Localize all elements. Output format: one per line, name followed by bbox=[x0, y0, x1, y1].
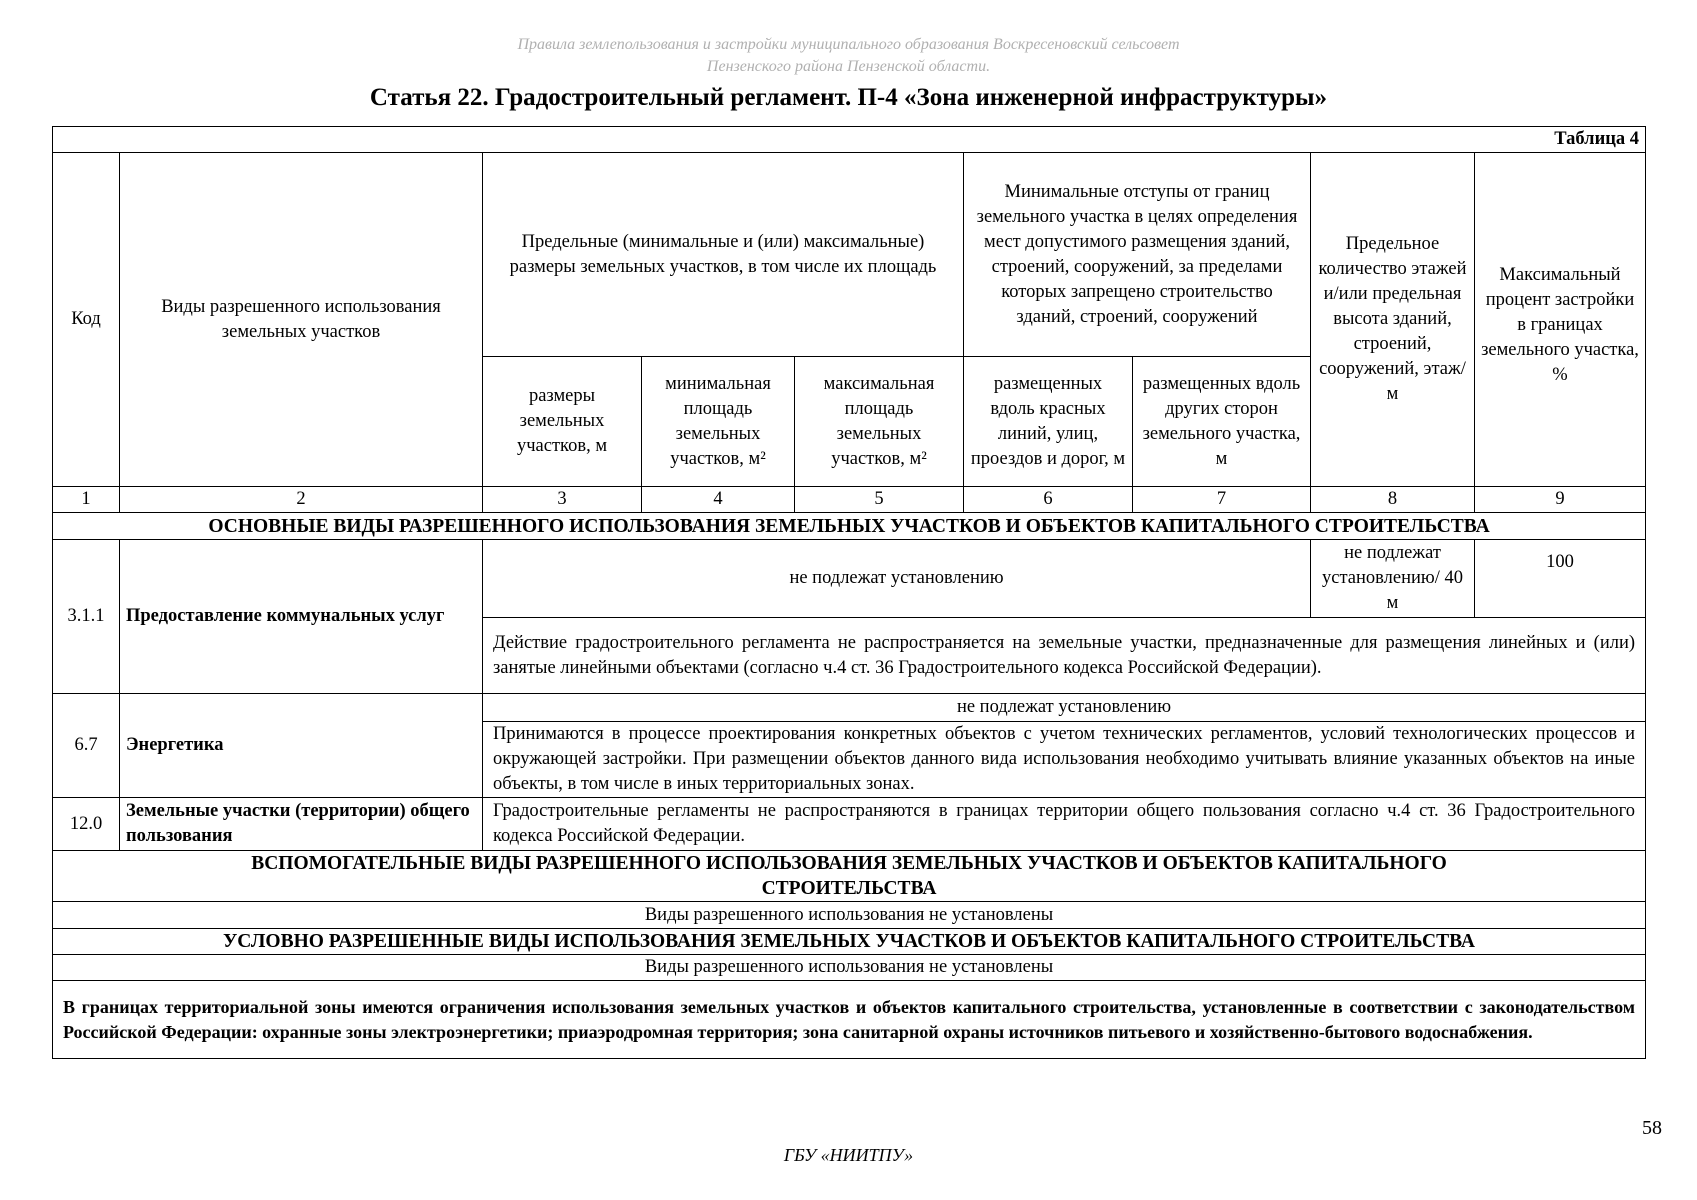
header-types: Виды разрешенного использования земельных участков bbox=[120, 153, 483, 487]
header-sub3: размеры земельных участков, м bbox=[483, 357, 642, 487]
section-aux: ВСПОМОГАТЕЛЬНЫЕ ВИДЫ РАЗРЕШЕННОГО ИСПОЛЬЗОВАНИЯ ЗЕМЕЛЬНЫХ УЧАСТКОВ И ОБЪЕКТОВ КАПИТАЛЬНОГО СТРОИТЕЛЬСТВА bbox=[53, 851, 1646, 902]
col-number: 7 bbox=[1133, 487, 1311, 513]
row-note: Принимаются в процессе проектирования конкретных объектов с учетом технических регламентов, условий технологических процессов и окружающей застройки. При размещении объектов данного вида использования необходимо учитывать влияние указанных объектов на иные объекты, в том числе в иных территориальных зонах. bbox=[483, 722, 1646, 798]
col-number: 1 bbox=[53, 487, 120, 513]
table-row bbox=[53, 694, 1646, 722]
header-code: Код bbox=[53, 153, 120, 487]
regulation-table bbox=[52, 126, 1646, 1059]
footer: ГБУ «НИИТПУ» bbox=[783, 1145, 914, 1165]
col-number: 2 bbox=[120, 487, 483, 513]
col-number: 9 bbox=[1475, 487, 1646, 513]
header-percent: Максимальный процент застройки в границах земельного участка, % bbox=[1475, 153, 1646, 487]
aux-text: Виды разрешенного использования не установлены bbox=[53, 902, 1646, 929]
col-number: 6 bbox=[964, 487, 1133, 513]
header-setbacks: Минимальные отступы от границ земельного участка в целях определения мест допустимого размещения зданий, строений, сооружений, за пределами которых запрещено строительство зданий, строений, сооружений bbox=[964, 153, 1311, 357]
running-header-line2: Пензенского района Пензенской области. bbox=[706, 58, 991, 75]
page-number: 58 bbox=[1642, 1117, 1662, 1139]
table-caption: Таблица 4 bbox=[53, 127, 1646, 153]
row-note: Действие градостроительного регламента не распространяется на земельные участки, предназначенные для размещения линейных и (или) занятые линейными объектами (согласно ч.4 ст. 36 Градостроительного кодекса Российской Федерации). bbox=[483, 618, 1646, 694]
row-percent: 100 bbox=[1475, 540, 1646, 618]
page-title: Статья 22. Градостроительный регламент. П-4 «Зона инженерной инфраструктуры» bbox=[369, 84, 1328, 111]
row-name: Энергетика bbox=[120, 694, 483, 798]
header-sub6: размещенных вдоль красных линий, улиц, проездов и дорог, м bbox=[964, 357, 1133, 487]
header-sub4: минимальная площадь земельных участков, м² bbox=[642, 357, 795, 487]
row-name: Земельные участки (территории) общего пользования bbox=[120, 798, 483, 851]
col-number: 3 bbox=[483, 487, 642, 513]
row-name: Предоставление коммунальных услуг bbox=[120, 540, 483, 694]
row-floors: не подлежат установлению/ 40 м bbox=[1311, 540, 1475, 618]
col-number: 4 bbox=[642, 487, 795, 513]
header-sub5: максимальная площадь земельных участков, м² bbox=[795, 357, 964, 487]
header-sub7: размещенных вдоль других сторон земельного участка, м bbox=[1133, 357, 1311, 487]
conditional-text: Виды разрешенного использования не установлены bbox=[53, 955, 1646, 981]
row-note: Градостроительные регламенты не распространяются в границах территории общего пользования согласно ч.4 ст. 36 Градостроительного кодекса Российской Федерации. bbox=[483, 798, 1646, 851]
restrictions-note: В границах территориальной зоны имеются ограничения использования земельных участков и объектов капитального строительства, установленные в соответствии с законодательством Российской Федерации: охранные зоны электроэнергетики; приаэродромная территория; зона санитарной охраны источников питьевого и хозяйственно-бытового водоснабжения. bbox=[53, 981, 1646, 1059]
col-number: 8 bbox=[1311, 487, 1475, 513]
row-code: 12.0 bbox=[53, 798, 120, 851]
running-header-line1: Правила землепользования и застройки муниципального образования Воскресеновский сельсовет bbox=[517, 36, 1180, 53]
row-merged: не подлежат установлению bbox=[483, 694, 1646, 722]
table-row bbox=[53, 540, 1646, 618]
row-code: 6.7 bbox=[53, 694, 120, 798]
section-main: ОСНОВНЫЕ ВИДЫ РАЗРЕШЕННОГО ИСПОЛЬЗОВАНИЯ ЗЕМЕЛЬНЫХ УЧАСТКОВ И ОБЪЕКТОВ КАПИТАЛЬНОГО СТРОИТЕЛЬСТВА bbox=[53, 513, 1646, 540]
row-code: 3.1.1 bbox=[53, 540, 120, 694]
row-merged: не подлежат установлению bbox=[483, 540, 1311, 618]
header-floors: Предельное количество этажей и/или предельная высота зданий, строений, сооружений, этаж/м bbox=[1311, 153, 1475, 487]
col-number: 5 bbox=[795, 487, 964, 513]
section-conditional: УСЛОВНО РАЗРЕШЕННЫЕ ВИДЫ ИСПОЛЬЗОВАНИЯ ЗЕМЕЛЬНЫХ УЧАСТКОВ И ОБЪЕКТОВ КАПИТАЛЬНОГО СТРОИТЕЛЬСТВА bbox=[53, 929, 1646, 955]
table-row bbox=[53, 798, 1646, 851]
header-sizes: Предельные (минимальные и (или) максимальные) размеры земельных участков, в том числе их площадь bbox=[483, 153, 964, 357]
